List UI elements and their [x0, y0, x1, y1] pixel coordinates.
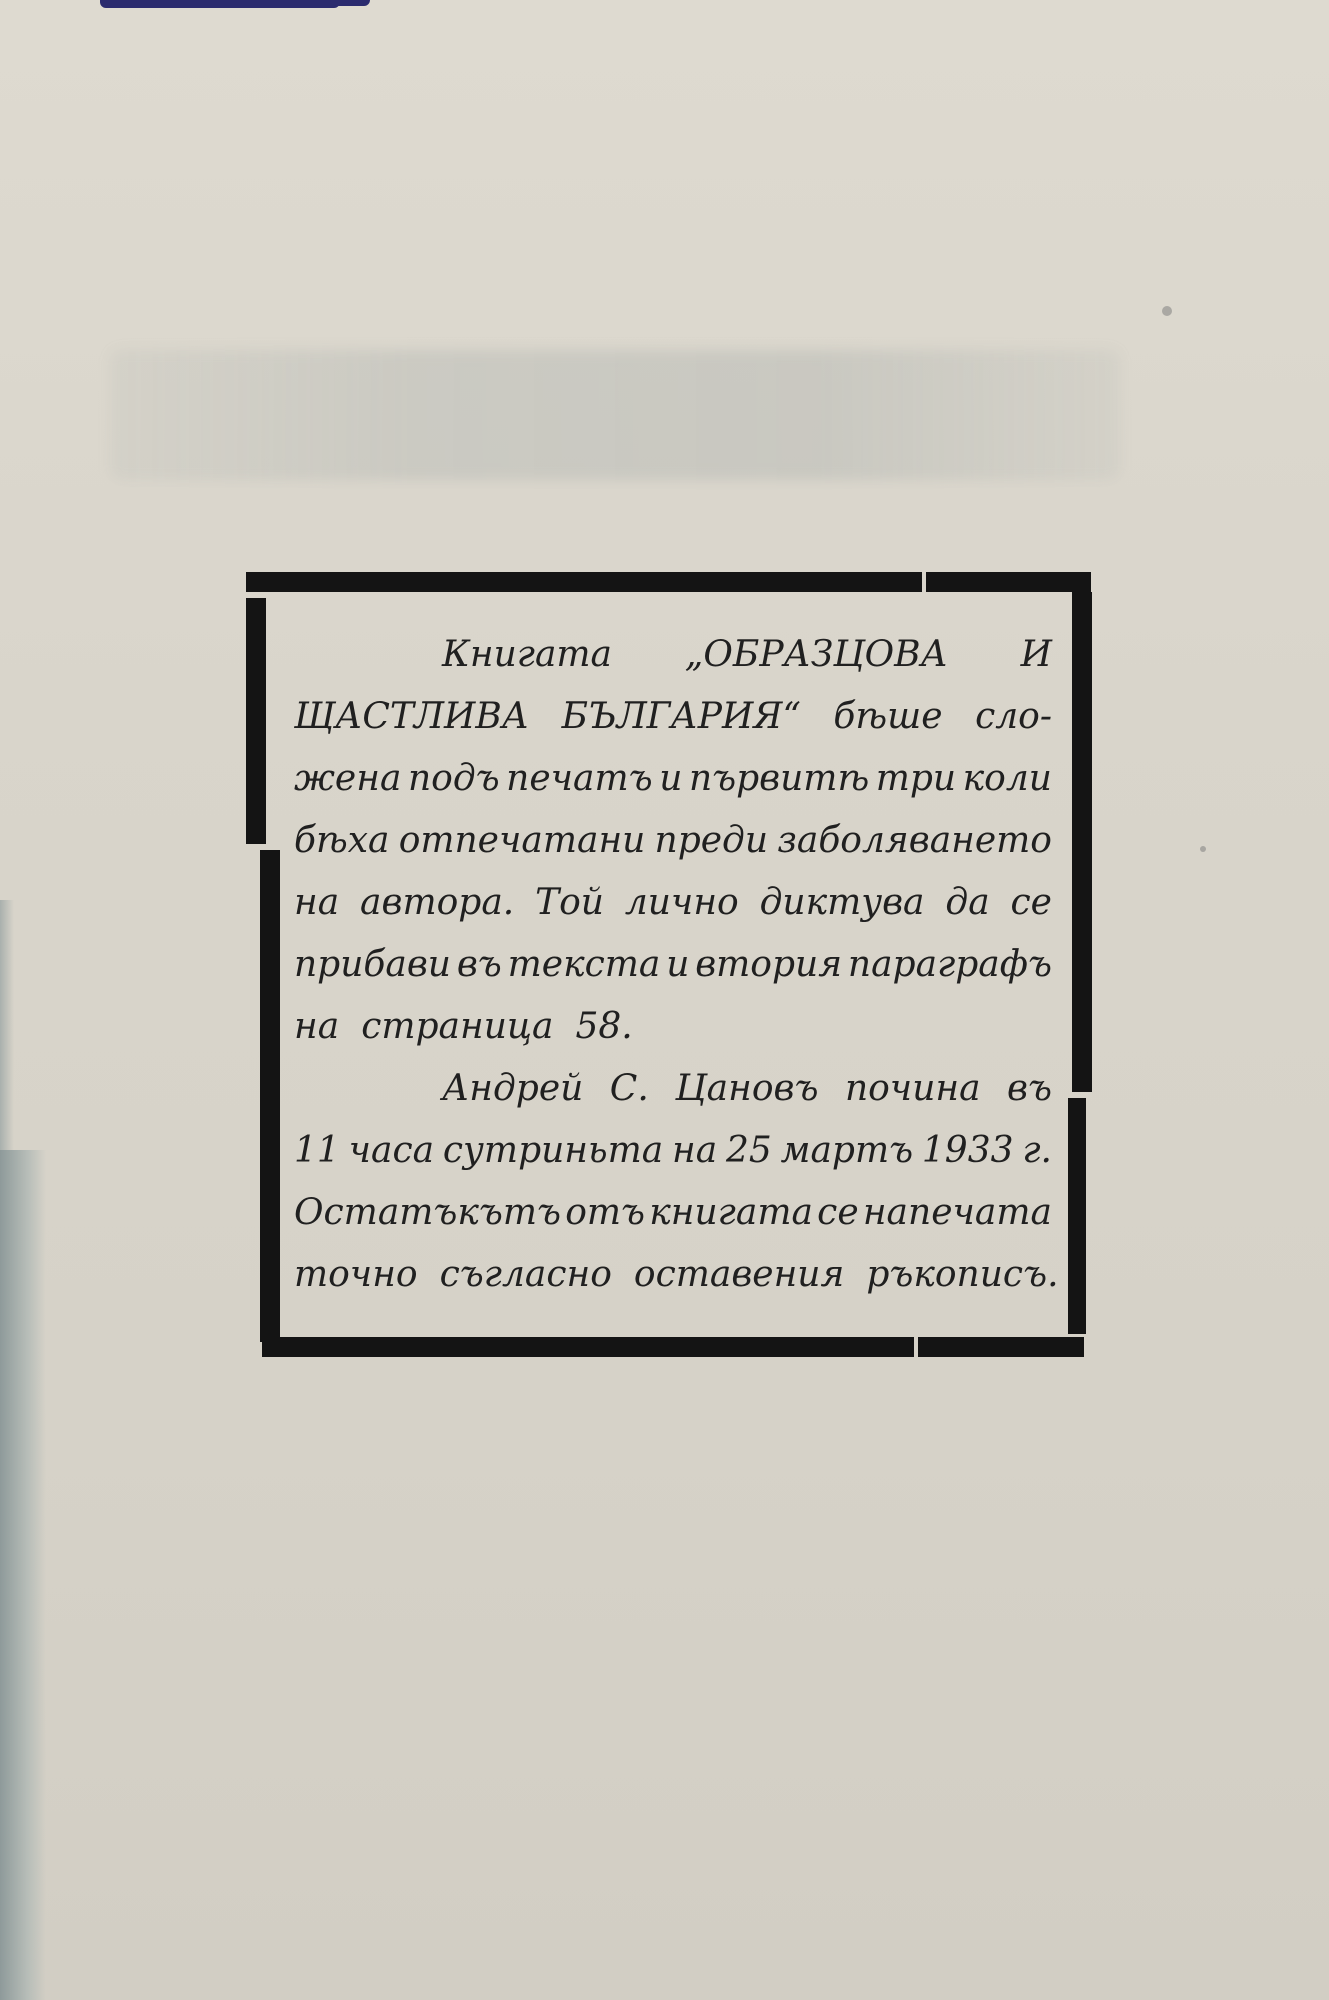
notice-word: първитѣ: [688, 758, 870, 799]
frame-rule: [926, 572, 1091, 592]
notice-word: и: [659, 758, 683, 799]
notice-word: три: [875, 758, 957, 799]
notice-word: „ОБРАЗЦОВА: [684, 634, 948, 675]
notice-word: текста: [507, 944, 661, 985]
notice-text: [294, 624, 1059, 1306]
frame-rule: [918, 1337, 1084, 1357]
notice-word: се: [817, 1192, 859, 1233]
notice-word: И: [1020, 634, 1052, 675]
notice-word: и: [666, 944, 690, 985]
notice-line: [294, 872, 1052, 934]
notice-word: печатъ: [506, 758, 653, 799]
notice-line: [294, 624, 1052, 686]
notice-word: ЩАСТЛИВА: [294, 696, 530, 737]
notice-line: [294, 1120, 1052, 1182]
notice-line: [294, 748, 1052, 810]
page-edge-shadow: [0, 1150, 46, 2000]
notice-word: БЪЛГАРИЯ“: [561, 696, 801, 737]
notice-word: прибави: [294, 944, 451, 985]
notice-word: отъ: [565, 1192, 646, 1233]
frame-rule: [1072, 592, 1092, 1092]
notice-word: диктува: [759, 882, 925, 923]
notice-line: [294, 686, 1052, 748]
frame-rule: [260, 850, 280, 1342]
notice-word: Той: [535, 882, 604, 923]
notice-word: книгата: [649, 1192, 813, 1233]
page-edge-shadow: [0, 900, 14, 1160]
notice-word: страница: [361, 1006, 554, 1047]
frame-rule: [1068, 1098, 1086, 1334]
notice-word: ръкописъ.: [866, 1254, 1059, 1295]
notice-word: часа: [348, 1130, 435, 1171]
notice-word: жена: [294, 758, 402, 799]
notice-word: преди: [654, 820, 769, 861]
notice-word: подъ: [407, 758, 500, 799]
notice-word: 25: [726, 1130, 772, 1171]
binding-tape: [330, 0, 370, 6]
notice-word: заболяването: [777, 820, 1052, 861]
notice-word: Остатъкътъ: [294, 1192, 562, 1233]
notice-word: точно: [294, 1254, 418, 1295]
notice-word: бѣше: [833, 696, 943, 737]
paper-speck: [1162, 306, 1172, 316]
notice-word: на: [672, 1130, 718, 1171]
binding-tape: [100, 0, 340, 8]
notice-word: съгласно: [439, 1254, 612, 1295]
notice-word: да: [945, 882, 990, 923]
notice-word: на: [294, 1006, 340, 1047]
notice-word: мартъ: [780, 1130, 914, 1171]
notice-line: [294, 1182, 1052, 1244]
notice-word: Цановъ: [675, 1068, 819, 1109]
notice-word: на: [294, 882, 340, 923]
notice-word: въ: [1007, 1068, 1052, 1109]
notice-frame: [246, 572, 1091, 1357]
notice-word: сутриньта: [442, 1130, 664, 1171]
notice-word: Книгата: [442, 634, 613, 675]
notice-line: [294, 810, 1052, 872]
notice-word: С.: [609, 1068, 649, 1109]
show-through-text: [110, 350, 1120, 480]
notice-line: [294, 996, 1052, 1058]
notice-word: бѣха: [294, 820, 390, 861]
notice-word: автора.: [360, 882, 515, 923]
notice-line: [294, 1058, 1052, 1120]
notice-word: 11: [294, 1130, 340, 1171]
notice-word: лично: [624, 882, 739, 923]
notice-word: коли: [962, 758, 1052, 799]
notice-word: Андрей: [442, 1068, 584, 1109]
notice-word: сло-: [975, 696, 1052, 737]
frame-rule: [246, 572, 922, 592]
notice-word: г.: [1022, 1130, 1052, 1171]
notice-word: почина: [844, 1068, 981, 1109]
notice-word: 58.: [575, 1006, 633, 1047]
notice-word: параграфъ: [847, 944, 1052, 985]
notice-word: втория: [695, 944, 843, 985]
frame-rule: [246, 598, 266, 844]
frame-rule: [262, 1337, 914, 1357]
notice-line: [294, 934, 1052, 996]
paper-speck: [1200, 846, 1206, 852]
notice-word: оставения: [633, 1254, 845, 1295]
notice-word: напечата: [862, 1192, 1052, 1233]
notice-word: отпечатани: [398, 820, 646, 861]
notice-word: въ: [456, 944, 502, 985]
notice-word: се: [1010, 882, 1052, 923]
notice-line: [294, 1244, 1059, 1306]
notice-word: 1933: [921, 1130, 1014, 1171]
